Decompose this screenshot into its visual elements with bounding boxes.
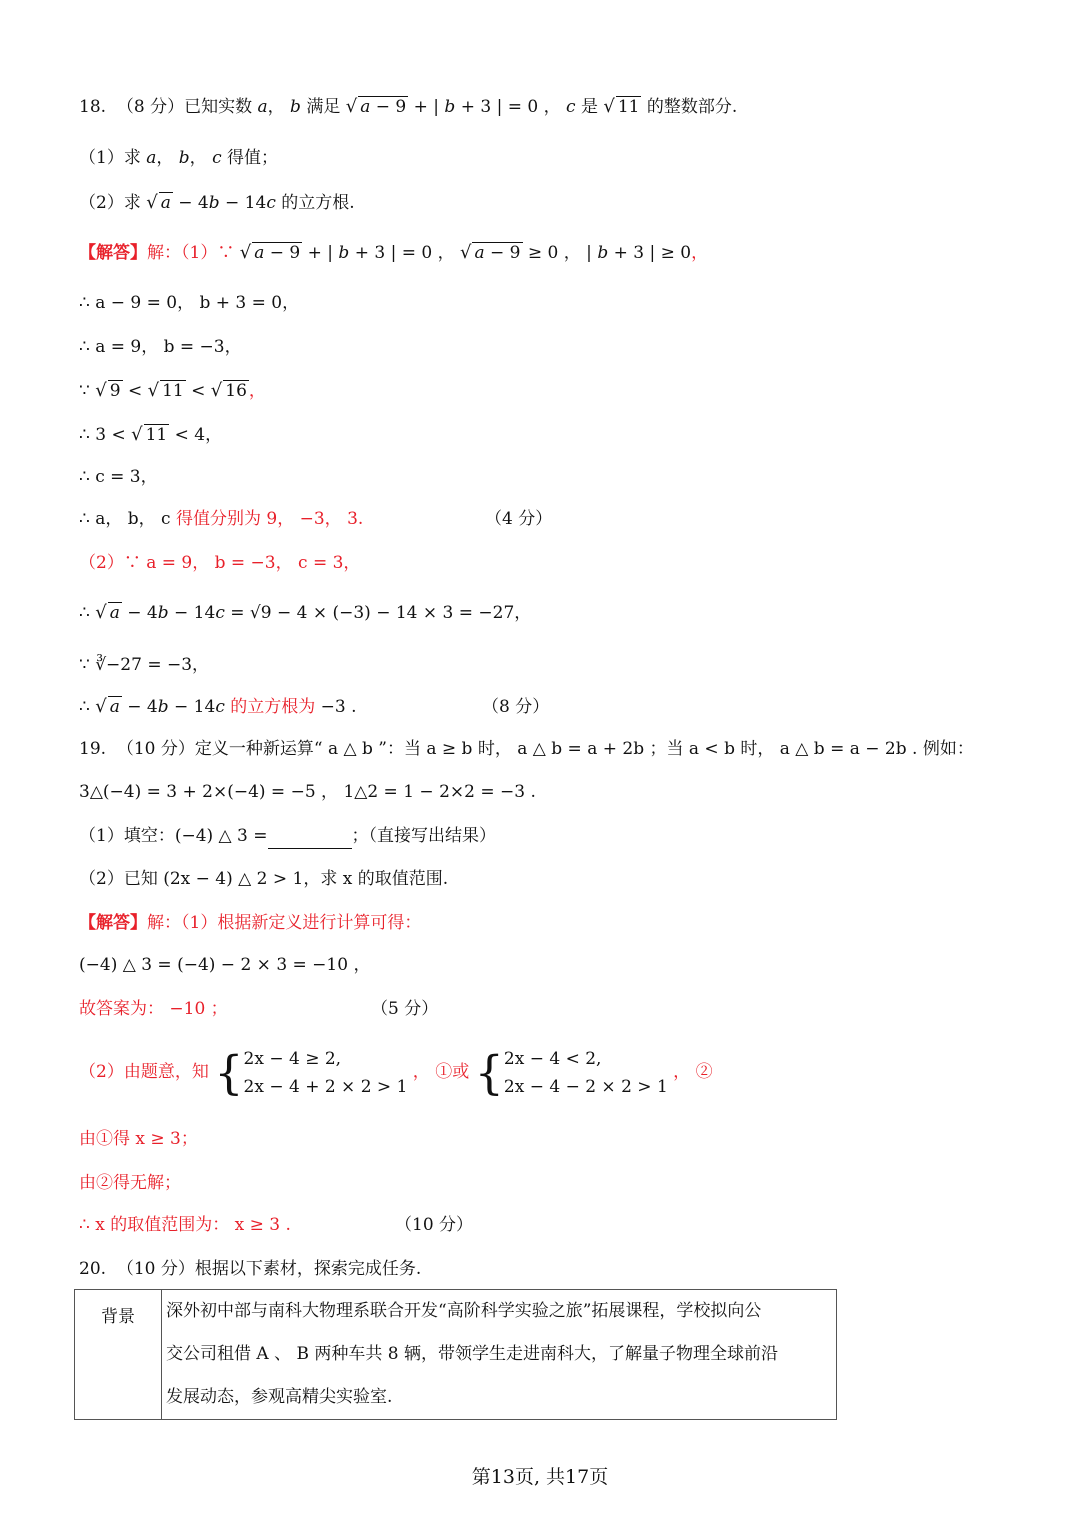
- q18-step1: ∴ a − 9 = 0， b + 3 = 0，: [79, 293, 300, 313]
- q18-step8: ∴ √ a − 4b − 14c = √9 − 4 × (−3) − 14 × 3 = −27，: [79, 602, 532, 623]
- q19-conclusion: ∴ x 的取值范围为： x ≥ 3 . （10 分）: [79, 1215, 474, 1235]
- q19-answer1: 故答案为： −10 ； （5 分）: [79, 999, 439, 1019]
- background-table: [74, 1289, 837, 1420]
- q19-stem: 19. （10 分）定义一种新运算“ a △ b ”：当 a ≥ b 时， a △ b = a + 2b ；当 a < b 时， a △ b = a − 2b . 例如：: [79, 739, 974, 759]
- q19-answer-lead: 【解答】解：（1）根据新定义进行计算可得：: [79, 913, 422, 933]
- background-label: 背景: [75, 1290, 162, 1420]
- q18-step9: ∵ ∛−27 = −3，: [79, 655, 210, 675]
- q18-part2: （2）求 √ a − 4b − 14c 的立方根.: [79, 192, 355, 213]
- q19-result1: 由①得 x ≥ 3；: [79, 1129, 198, 1149]
- q18-step10: ∴ √ a − 4b − 14c 的立方根为 −3 . （8 分）: [79, 696, 550, 717]
- q18-part1: （1）求 a， b， c 得值；: [79, 148, 279, 168]
- q20-stem: 20. （10 分）根据以下素材，探索完成任务.: [79, 1259, 422, 1279]
- q18-step5: ∴ c = 3，: [79, 467, 158, 487]
- q18-stem: 18. （8 分）已知实数 a， b 满足 √ a − 9 + | b + 3 | = 0 ， c 是 √ 11 的整数部分.: [79, 96, 738, 117]
- q19-part2: （2）已知 (2x − 4) △ 2 > 1，求 x 的取值范围.: [79, 869, 449, 889]
- q19-result2: 由②得无解；: [79, 1173, 181, 1193]
- background-text: 深外初中部与南科大物理系联合开发“高阶科学实验之旅”拓展课程，学校拟向公 交公司租借 A 、 B 两种车共 8 辆，带领学生走进南科大，了解量子物理全球前沿 发展动态，参观高精尖实验室.: [162, 1290, 837, 1420]
- q18-step7: （2）∵ a = 9， b = −3， c = 3，: [79, 553, 361, 573]
- q18-step6: ∴ a， b， c 得值分别为 9， −3， 3. （4 分）: [79, 509, 553, 529]
- q18-answer-lead: 【解答】解：（1）∵ √ a − 9 + | b + 3 | = 0 ， √ a − 9 ≥ 0 ， | b + 3 | ≥ 0，: [79, 242, 709, 263]
- q19-calc: (−4) △ 3 = (−4) − 2 × 3 = −10 ，: [79, 955, 371, 975]
- q19-example: 3△(−4) = 3 + 2×(−4) = −5 ， 1△2 = 1 − 2×2 = −3 .: [79, 782, 536, 802]
- q19-system: （2）由题意，知 {2x − 4 ≥ 2, 2x − 4 + 2 × 2 > 1 ， ①或 {2x − 4 < 2, 2x − 4 − 2 × 2 > 1 ， ②: [79, 1045, 713, 1100]
- q18-step3: ∵ √ 9 < √ 11 < √ 16 ，: [79, 380, 266, 401]
- q19-part1: （1）填空：(−4) △ 3 = ；（直接写出结果）: [79, 823, 496, 849]
- page-number: 第13页, 共17页: [471, 1466, 609, 1488]
- q18-step4: ∴ 3 < √ 11 < 4，: [79, 424, 223, 445]
- answer-blank: [268, 830, 352, 849]
- q18-step2: ∴ a = 9， b = −3，: [79, 337, 242, 357]
